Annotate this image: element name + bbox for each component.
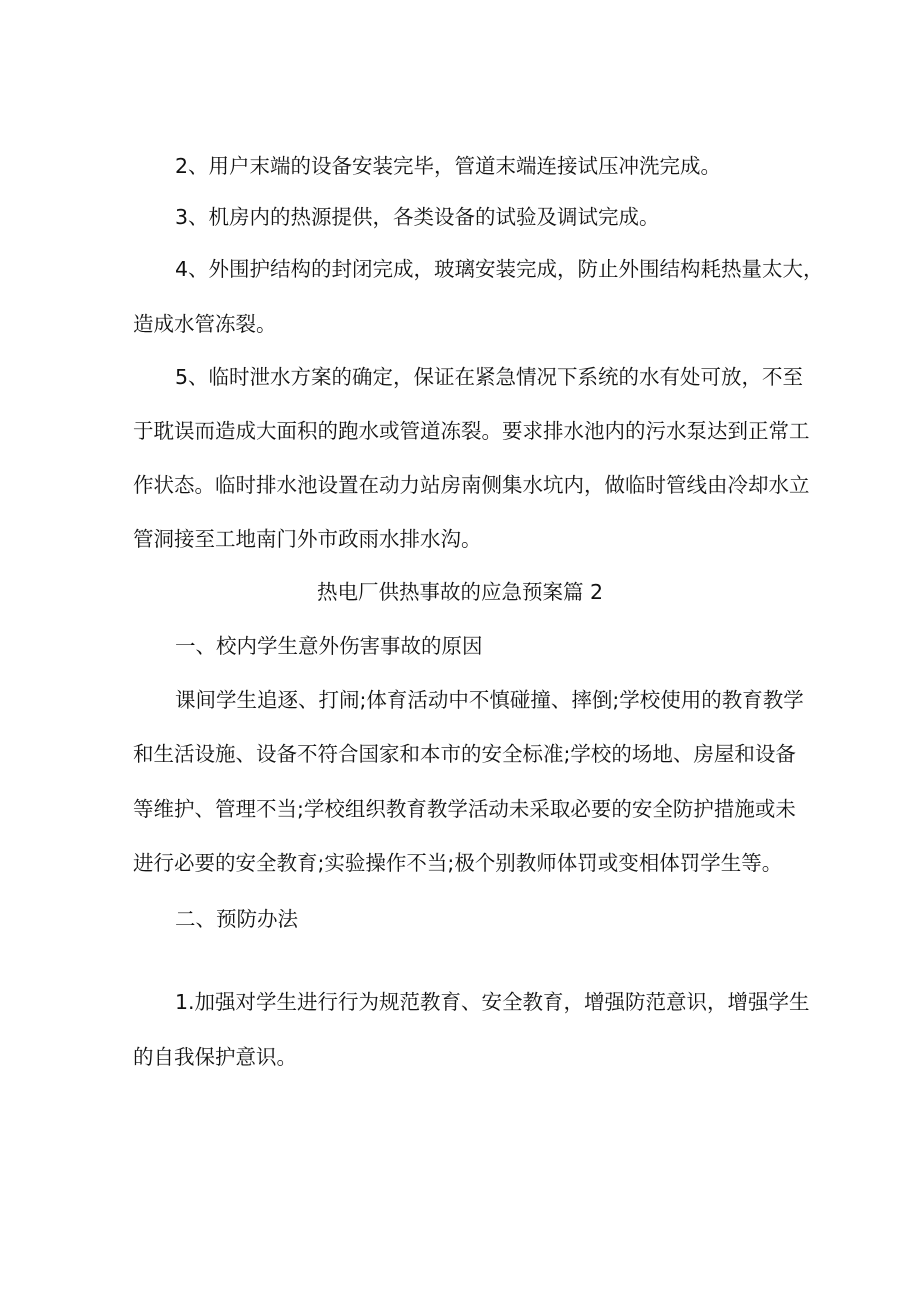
heading-causes: 一、校内学生意外伤害事故的原因 [175, 634, 483, 658]
paragraph-prevention-1-line-2: 的自我保护意识。 [133, 1045, 297, 1069]
paragraph-causes-line-3: 等维护、管理不当;学校组织教育教学活动未采取必要的安全防护措施或未 [133, 797, 796, 821]
paragraph-item-4-line-2: 造成水管冻裂。 [133, 312, 277, 336]
section-title: 热电厂供热事故的应急预案篇 2 [316, 580, 604, 604]
paragraph-item-5-line-2: 于耽误而造成大面积的跑水或管道冻裂。要求排水池内的污水泵达到正常工 [133, 419, 810, 443]
paragraph-item-4-line-1: 4、外围护结构的封闭完成，玻璃安装完成，防止外围结构耗热量太大， [175, 257, 824, 281]
heading-prevention: 二、预防办法 [175, 907, 298, 931]
paragraph-causes-line-4: 进行必要的安全教育;实验操作不当;极个别教师体罚或变相体罚学生等。 [133, 851, 783, 875]
paragraph-item-2: 2、用户末端的设备安装完毕，管道末端连接试压冲洗完成。 [175, 154, 722, 178]
paragraph-item-5-line-3: 作状态。临时排水池设置在动力站房南侧集水坑内，做临时管线由冷却水立 [133, 473, 810, 497]
paragraph-causes-line-2: 和生活设施、设备不符合国家和本市的安全标准;学校的场地、房屋和设备 [133, 742, 796, 766]
paragraph-item-5-line-4: 管洞接至工地南门外市政雨水排水沟。 [133, 527, 482, 551]
paragraph-item-3: 3、机房内的热源提供，各类设备的试验及调试完成。 [175, 205, 660, 229]
paragraph-item-5-line-1: 5、临时泄水方案的确定，保证在紧急情况下系统的水有处可放，不至 [175, 365, 804, 389]
paragraph-causes-line-1: 课间学生追逐、打闹;体育活动中不慎碰撞、摔倒;学校使用的教育教学 [175, 688, 804, 712]
paragraph-prevention-1-line-1: 1.加强对学生进行行为规范教育、安全教育，增强防范意识，增强学生 [175, 990, 810, 1014]
